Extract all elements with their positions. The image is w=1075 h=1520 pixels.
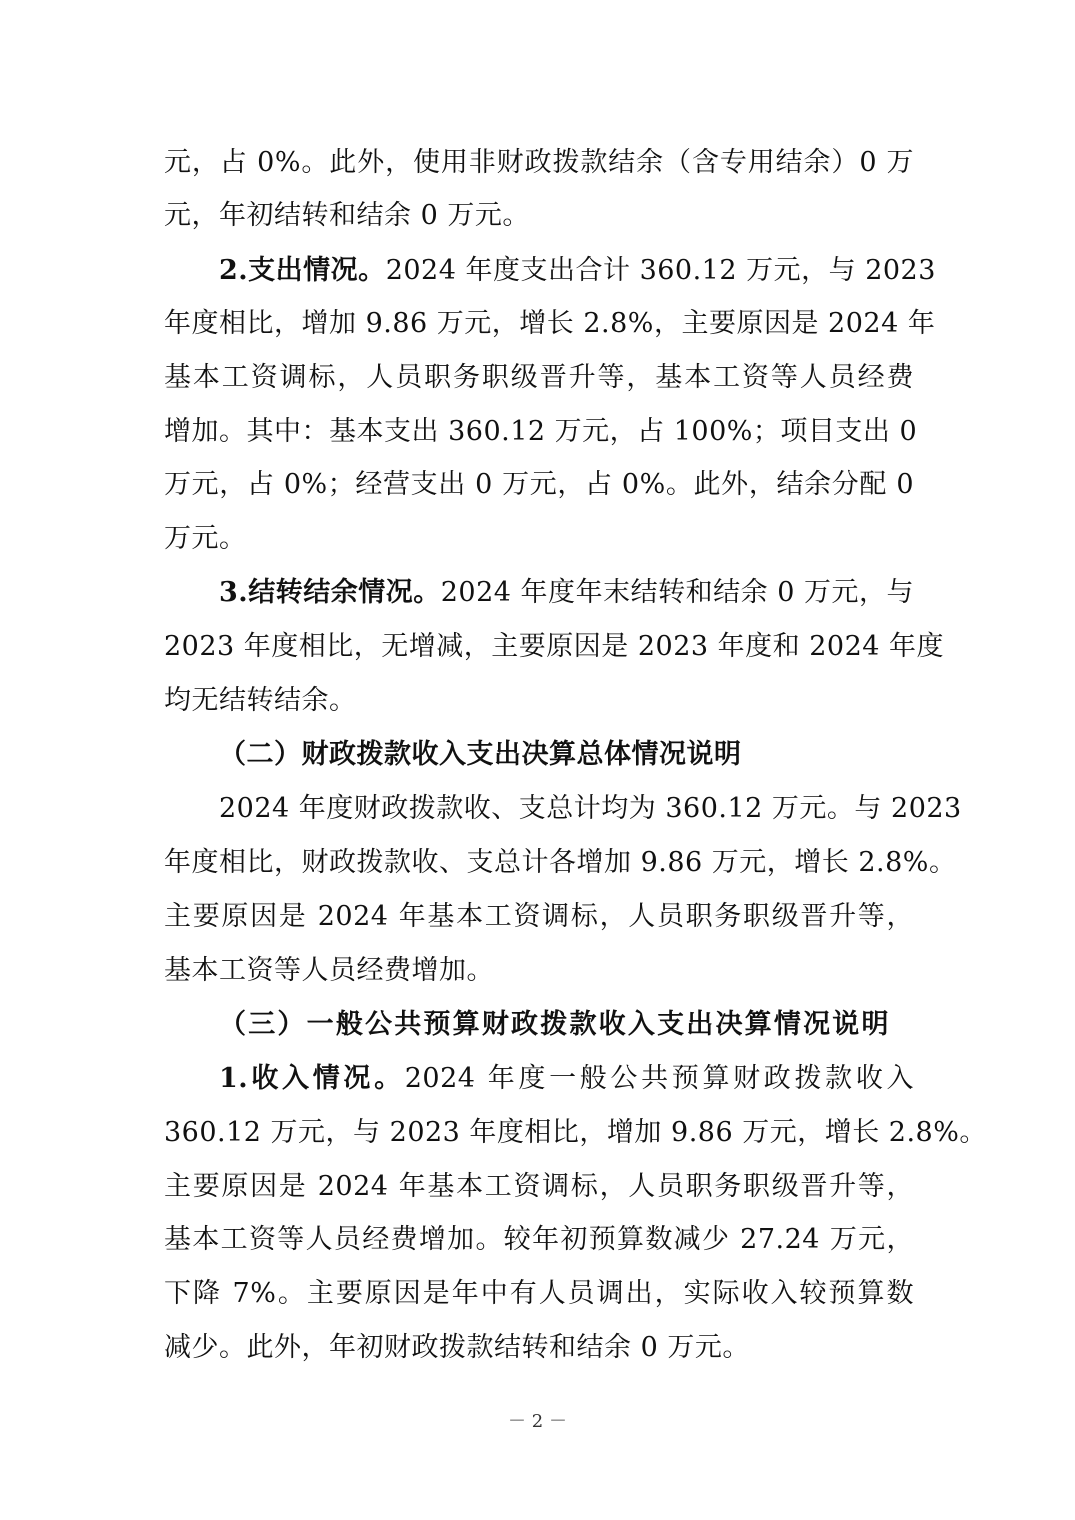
paragraph-line: 增加。其中：基本支出 360.12 万元，占 100%；项目支出 0 [164,416,918,447]
paragraph-line: 2.支出情况。2024 年度支出合计 360.12 万元，与 2023 [219,255,936,286]
section-heading: （三）一般公共预算财政拨款收入支出决算情况说明 [219,1009,889,1040]
page-number: － 2 － [508,1411,567,1432]
paragraph-line: 3.结转结余情况。2024 年度年末结转和结余 0 万元，与 [219,577,915,608]
paragraph-line: 元，年初结转和结余 0 万元。 [164,200,530,231]
paragraph-line: 主要原因是 2024 年基本工资调标，人员职务职级晋升等， [164,901,914,932]
paragraph-line: 基本工资等人员经费增加。较年初预算数减少 27.24 万元， [164,1224,914,1255]
section-lead: 2.支出情况。 [219,255,386,286]
paragraph-line: 1.收入情况。2024 年度一般公共预算财政拨款收入 [219,1063,915,1094]
section-lead: 3.结转结余情况。 [219,577,441,608]
paragraph-line: 减少。此外，年初财政拨款结转和结余 0 万元。 [164,1332,750,1363]
paragraph-line: 均无结转结余。 [164,685,357,716]
paragraph-line: 基本工资等人员经费增加。 [164,955,494,986]
paragraph-line: 年度相比，增加 9.86 万元，增长 2.8%，主要原因是 2024 年 [164,308,936,339]
paragraph-line: 万元。 [164,523,247,554]
paragraph-line: 2024 年度财政拨款收、支总计均为 360.12 万元。与 2023 [219,793,962,824]
paragraph-line: 基本工资调标，人员职务职级晋升等，基本工资等人员经费 [164,362,914,393]
paragraph-line: 2023 年度相比，无增减，主要原因是 2023 年度和 2024 年度 [164,631,945,662]
paragraph-line: 年度相比，财政拨款收、支总计各增加 9.86 万元，增长 2.8%。 [164,847,957,878]
paragraph-line: 下降 7%。主要原因是年中有人员调出，实际收入较预算数 [164,1278,914,1309]
section-lead: 1.收入情况。 [219,1063,405,1094]
paragraph-line: 主要原因是 2024 年基本工资调标，人员职务职级晋升等， [164,1171,914,1202]
paragraph-line: 万元，占 0%；经营支出 0 万元，占 0%。此外，结余分配 0 [164,469,914,500]
paragraph-line: 360.12 万元，与 2023 年度相比，增加 9.86 万元，增长 2.8%。 [164,1117,987,1148]
paragraph-line: 元，占 0%。此外，使用非财政拨款结余（含专用结余）0 万 [164,147,914,178]
section-heading: （二）财政拨款收入支出决算总体情况说明 [219,739,742,770]
